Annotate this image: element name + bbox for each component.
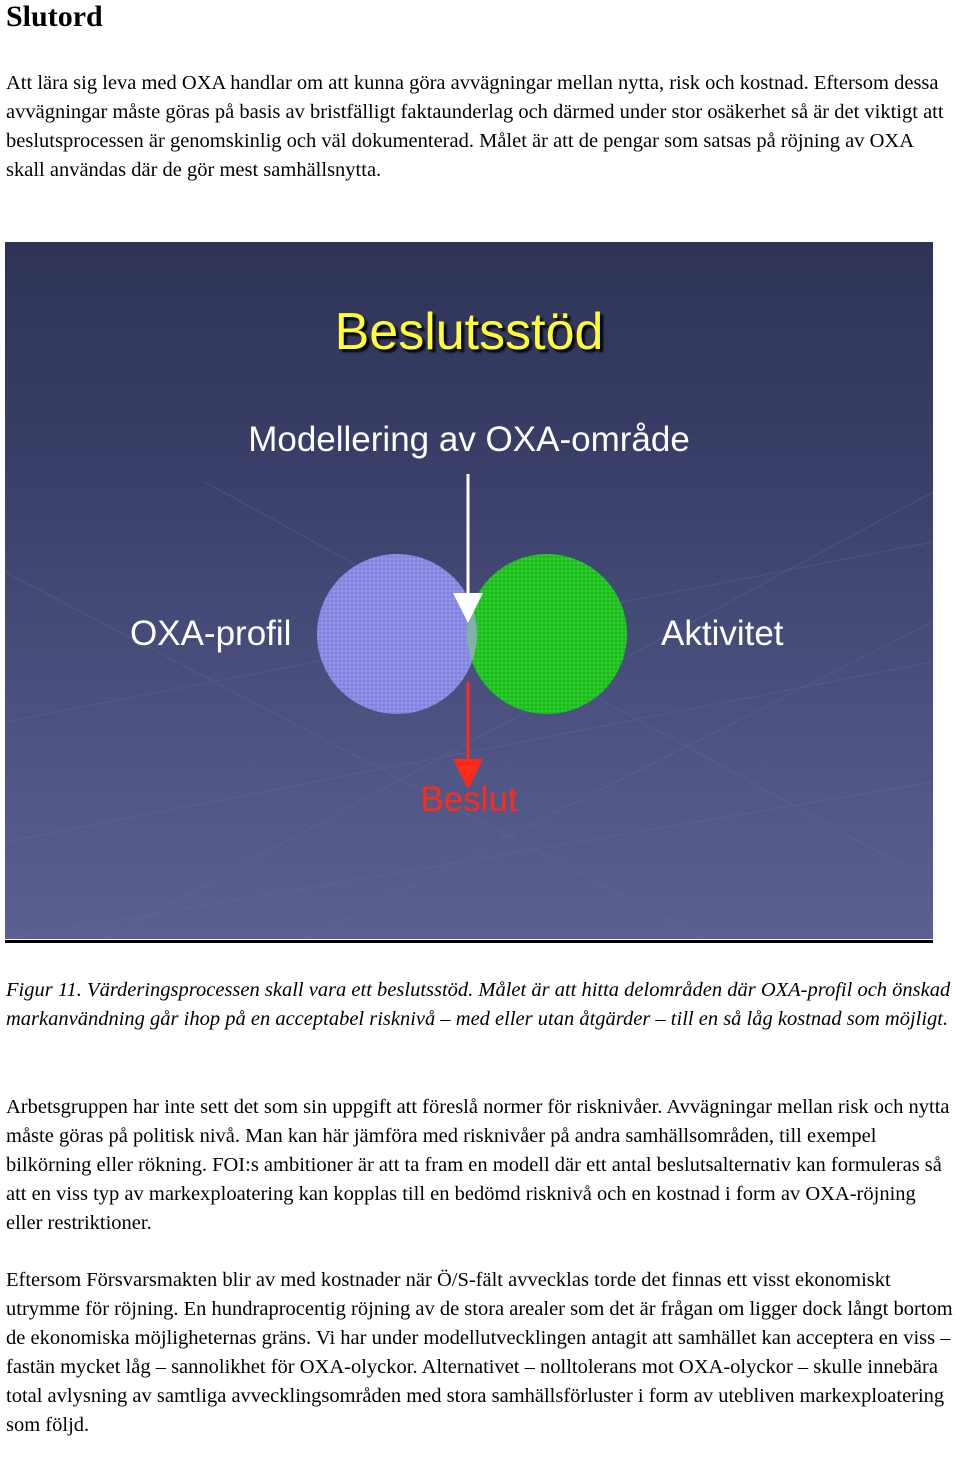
figure-left-label: OXA-profil [130,614,292,653]
figure-top-label: Modellering av OXA-område [248,420,690,459]
figure-slide [5,242,933,939]
figure-title: Beslutsstöd [334,303,604,361]
figure-caption: Figur 11. Värderingsprocessen skall vara ett beslutsstöd. Målet är att hitta delområden där OXA-profil och önskad markanvändning går ihop på en acceptabel risknivå – med eller utan åtgärder – till en så låg kostnad som möjligt. [6,979,951,1030]
body-paragraph-2: Arbetsgruppen har inte sett det som sin uppgift att föreslå normer för risknivåer. Avvägningar mellan risk och nytta måste göras på politisk nivå. Man kan här jämföra med risknivåer på andra samhällsområden, till exempel bilkörning eller rökning. FOI:s ambitioner är att ta fram en modell där ett antal beslutsalternativ kan formuleras så att en viss typ av markexploatering kan kopplas till en bedömd risknivå och en kostnad i form av OXA-röjning eller restriktioner. [6,1096,950,1234]
section-heading: Slutord [6,0,103,33]
figure-bottom-label: Beslut [420,780,518,819]
figure-right-label: Aktivitet [661,614,784,653]
intro-paragraph: Att lära sig leva med OXA handlar om att kunna göra avvägningar mellan nytta, risk och kostnad. Eftersom dessa avvägningar måste göras på basis av bristfälligt faktaunderlag och därmed under stor osäkerhet så är det viktigt att beslutsprocessen är genomskinlig och väl dokumenterad. Målet är att de pengar som satsas på röjning av OXA skall användas där de gör mest samhällsnytta. [6,72,944,181]
figure-divider [5,940,933,943]
body-paragraph-3: Eftersom Försvarsmakten blir av med kostnader när Ö/S-fält avvecklas torde det finnas ett visst ekonomiskt utrymme för röjning. En hundraprocentig röjning av de stora arealer som det är frågan om ligger dock långt bortom de ekonomiska möjligheternas gräns. Vi har under modellutvecklingen antagit att samhället kan acceptera en viss – fastän mycket låg – sannolikhet för OXA-olyckor. Alternativet – nolltolerans mot OXA-olyckor – skulle innebära total avlysning av samtliga avvecklingsområden med stora samhällsförluster i form av utebliven markexploatering som följd. [6,1269,953,1436]
